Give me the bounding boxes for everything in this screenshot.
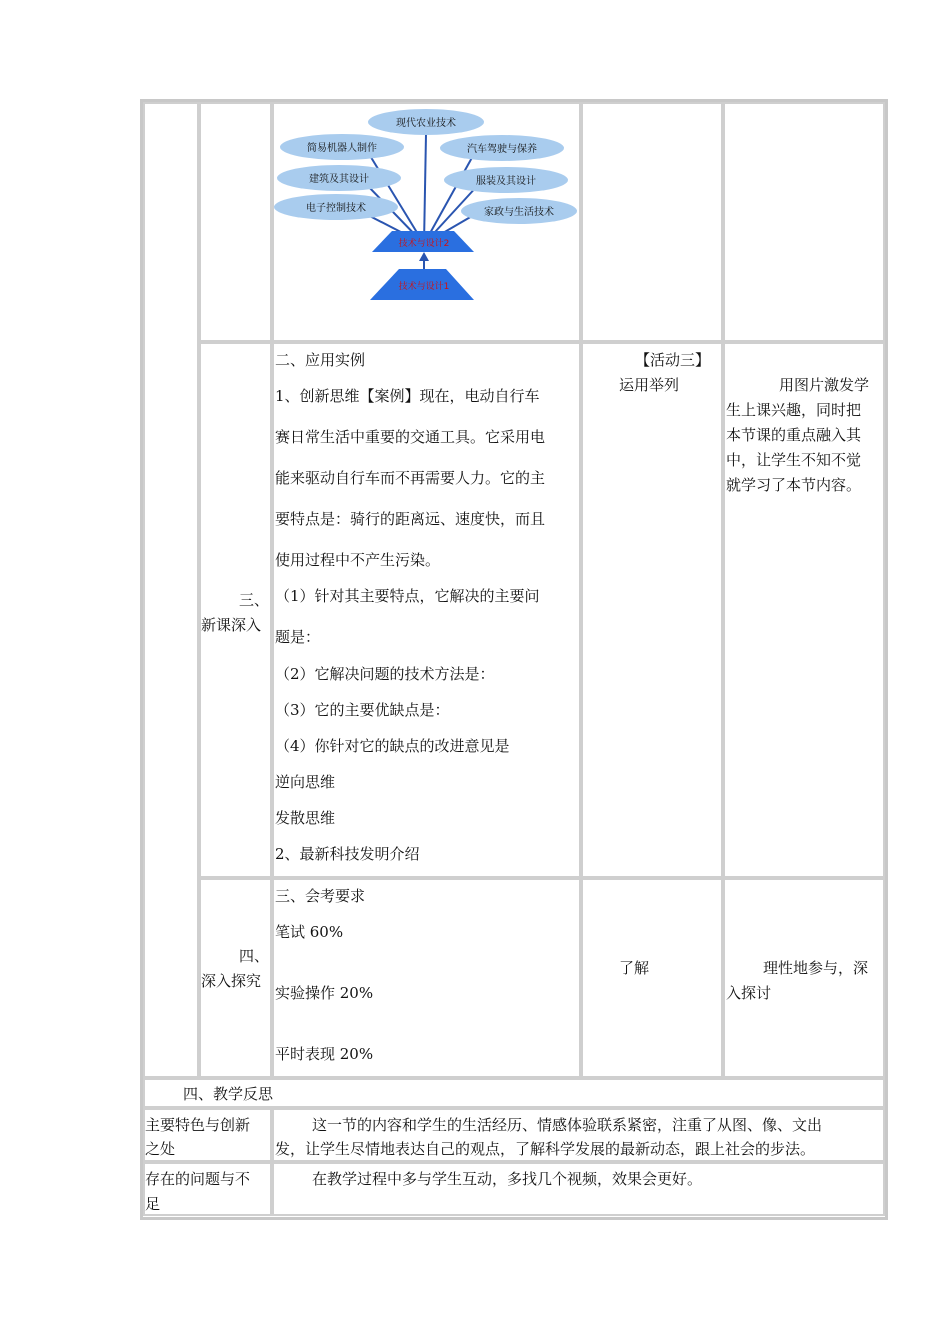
- section3-label-line1: 三、: [239, 591, 270, 609]
- section3-content-line-7: （1）针对其主要特点，它解决的主要问: [275, 587, 540, 605]
- reflection-heading: 四、教学反思: [183, 1085, 274, 1103]
- section3-content-cell: [272, 342, 581, 878]
- section3-content-line-8: 题是：: [275, 628, 321, 646]
- section4-content-cell: [272, 878, 581, 1078]
- reflection-row2-label-cell: [143, 1162, 272, 1216]
- reflection-heading-cell: [143, 1078, 885, 1108]
- reflection-row1-text-line2: 发，让学生尽情地表达自己的观点，了解科学发展的最新动态，跟上社会的步法。: [275, 1140, 816, 1158]
- intent-line-5: 就学习了本节内容。: [726, 476, 862, 494]
- section3-content-line-3: 赛日常生活中重要的交通工具。它采用电: [275, 428, 546, 446]
- row1-intent-cell: [723, 102, 885, 342]
- section3-content-line-1: 二、应用实例: [275, 351, 366, 369]
- section3-content-line-13: 发散思维: [275, 809, 336, 827]
- section3-activity-cell: [581, 342, 723, 878]
- section4-content-line-1: 三、会考要求: [275, 887, 366, 905]
- intent-line-3: 本节课的重点融入其: [726, 426, 862, 444]
- intent-line-4: 中，让学生不知不觉: [726, 451, 862, 469]
- section4-content-line-4: 平时表现 20%: [275, 1045, 374, 1063]
- section3-content-line-14: 2、最新科技发明介绍: [275, 845, 420, 863]
- section3-content-line-12: 逆向思维: [275, 773, 336, 791]
- section3-content-line-2: 1、创新思维【案例】现在，电动自行车: [275, 387, 540, 405]
- section3-intent-cell: [723, 342, 885, 878]
- intent-line-2: 生上课兴趣，同时把: [726, 401, 862, 419]
- section3-content-line-4: 能来驱动自行车而不再需要人力。它的主: [275, 469, 546, 487]
- reflection-row1-text-cell: [272, 1108, 885, 1162]
- diagram-lower-box-label: 技术与设计1: [398, 282, 450, 292]
- reflection-row2-label-line2: 足: [145, 1195, 161, 1213]
- diagram-right-label-3: 家政与生活技术: [484, 207, 554, 218]
- diagram-left-label-2: 建筑及其设计: [309, 174, 369, 185]
- section4-label-line1: 四、: [239, 947, 270, 965]
- section3-content-line-11: （4）你针对它的缺点的改进意见是: [275, 737, 510, 755]
- section4-intent-line-1: 理性地参与，深: [763, 959, 869, 977]
- reflection-row1-label-line1: 主要特色与创新: [145, 1116, 251, 1134]
- activity-title: 【活动三】: [635, 351, 711, 369]
- diagram-top-label: 现代农业技术: [396, 118, 456, 129]
- course-structure-diagram: [274, 104, 579, 340]
- left-column-cell: [143, 102, 199, 1078]
- diagram-left-label-3: 电子控制技术: [306, 203, 366, 214]
- diagram-cell: [272, 102, 581, 342]
- row1-label-cell: [199, 102, 272, 342]
- diagram-right-label-2: 服装及其设计: [476, 176, 536, 187]
- intent-line-1: 用图片激发学: [779, 376, 870, 394]
- section3-content-line-10: （3）它的主要优缺点是：: [275, 701, 450, 719]
- section3-content-line-5: 要特点是：骑行的距离远、速度快，而且: [275, 510, 546, 528]
- section4-activity-cell: [581, 878, 723, 1078]
- diagram-right-label-1: 汽车驾驶与保养: [467, 144, 537, 155]
- row1-activity-cell: [581, 102, 723, 342]
- activity-name: 运用举列: [619, 376, 680, 394]
- reflection-row1-text-line1: 这一节的内容和学生的生活经历、情感体验联系紧密，注重了从图、像、文出: [312, 1116, 823, 1134]
- reflection-row2-text-cell: [272, 1162, 885, 1216]
- reflection-row1-label-cell: [143, 1108, 272, 1162]
- reflection-row2-text-line1: 在教学过程中多与学生互动，多找几个视频，效果会更好。: [312, 1170, 703, 1188]
- section4-content-line-3: 实验操作 20%: [275, 984, 374, 1002]
- reflection-row2-label-line1: 存在的问题与不: [145, 1170, 251, 1188]
- section4-activity: 了解: [619, 959, 650, 977]
- diagram-upper-box-label: 技术与设计2: [398, 239, 450, 249]
- section4-intent-cell: [723, 878, 885, 1078]
- section3-content-line-6: 使用过程中不产生污染。: [275, 551, 441, 569]
- section3-label-cell: [199, 342, 272, 878]
- section3-content-line-9: （2）它解决问题的技术方法是：: [275, 665, 495, 683]
- diagram-left-label-1: 简易机器人制作: [307, 143, 377, 154]
- section3-label-line2: 新课深入: [201, 616, 262, 634]
- section4-content-line-2: 笔试 60%: [275, 923, 344, 941]
- section4-intent-line-2: 入探讨: [726, 984, 772, 1002]
- reflection-row1-label-line2: 之处: [145, 1140, 176, 1158]
- section4-label-cell: [199, 878, 272, 1078]
- section4-label-line2: 深入探究: [201, 972, 262, 990]
